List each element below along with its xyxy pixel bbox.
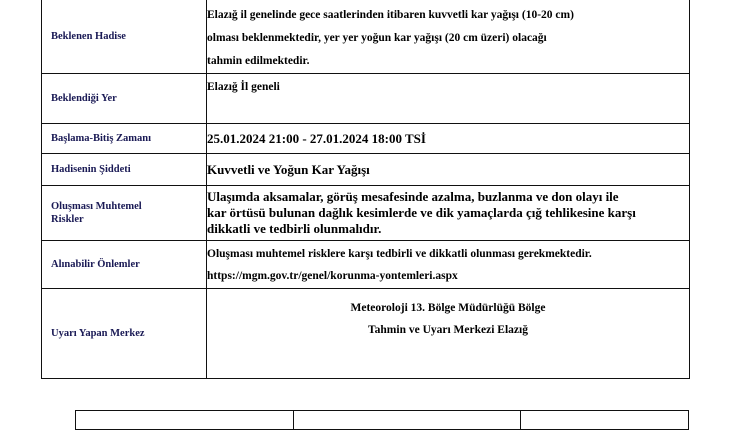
row-issuing-center [42,289,690,379]
next-table-cell-2 [294,411,521,430]
issuing-center-line-2: Tahmin ve Uyarı Merkezi Elazığ [368,324,528,336]
weather-warning-table [41,0,690,379]
label-severity: Hadisenin Şiddeti [42,154,207,186]
risks-line-1: Ulaşımda aksamalar, görüş mesafesinde azalma, buzlanma ve don olayı ile [207,189,619,204]
measures-link[interactable]: https://mgm.gov.tr/genel/korunma-yontemleri.aspx [207,269,458,282]
risks-line-2: kar örtüsü bulunan dağlık kesimlerde ve dik yamaçlarda çığ tehlikesine karşı [207,205,636,220]
value-risks [207,186,690,241]
label-expected-event: Beklenen Hadise [42,0,207,74]
value-measures [207,241,690,289]
row-expected-event [42,0,690,74]
row-severity [42,154,690,186]
next-table-cell-1 [76,411,294,430]
risks-line-3: dikkatli ve tedbirli olunmalıdır. [207,221,382,236]
expected-event-line-3: tahmin edilmektedir. [207,55,310,67]
row-measures [42,241,690,289]
issuing-center-line-1: Meteoroloji 13. Bölge Müdürlüğü Bölge [350,302,546,314]
next-table-cell-3 [521,411,689,430]
label-risks [42,186,207,241]
value-expected-event [207,0,690,74]
label-expected-place: Beklendiği Yer [42,74,207,124]
label-measures: Alınabilir Önlemler [42,241,207,289]
label-start-end-time: Başlama-Bitiş Zamanı [42,124,207,154]
value-issuing-center [207,289,690,379]
next-table-edge [75,410,689,430]
row-risks [42,186,690,241]
row-start-end-time [42,124,690,154]
measures-line-1: Oluşması muhtemel risklere karşı tedbirli ve dikkatli olunması gerekmektedir. [207,247,592,260]
row-expected-place [42,74,690,124]
value-severity: Kuvvetli ve Yoğun Kar Yağışı [207,154,690,186]
expected-event-line-2: olması beklenmektedir, yer yer yoğun kar yağışı (20 cm üzeri) olacağı [207,32,547,44]
expected-event-line-1: Elazığ il genelinde gece saatlerinden itibaren kuvvetli kar yağışı (10-20 cm) [207,9,574,21]
label-risks-line-2: Riskler [51,214,84,225]
label-issuing-center: Uyarı Yapan Merkez [42,289,207,379]
value-start-end-time: 25.01.2024 21:00 - 27.01.2024 18:00 TSİ [207,124,690,154]
value-expected-place: Elazığ İl geneli [207,74,690,124]
label-risks-line-1: Oluşması Muhtemel [51,201,142,212]
